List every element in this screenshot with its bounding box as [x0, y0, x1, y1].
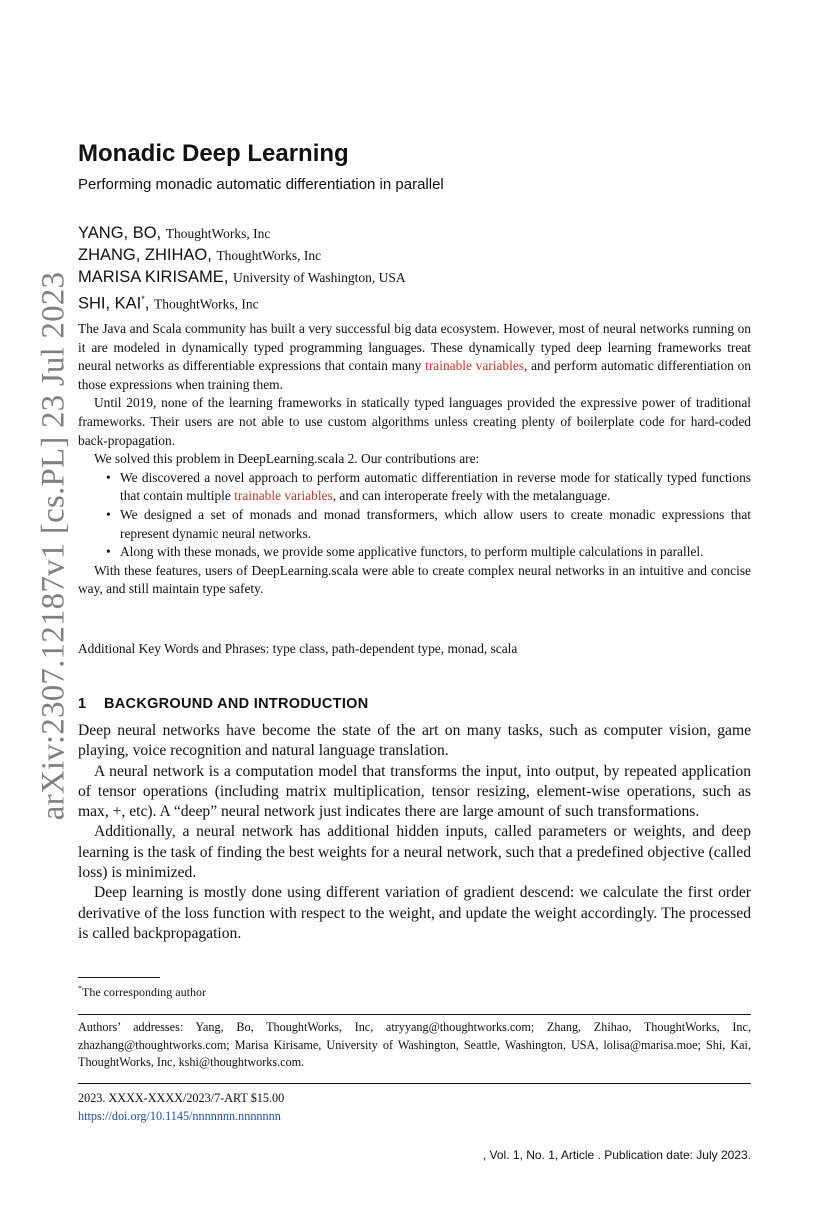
section-body [78, 721, 751, 944]
author-affiliation: ThoughtWorks, Inc [153, 296, 259, 312]
author-affiliation: ThoughtWorks, Inc [216, 248, 322, 263]
section-number: 1 [78, 696, 87, 712]
section-title: BACKGROUND AND INTRODUCTION [104, 696, 369, 712]
footnote-divider [78, 977, 160, 978]
abstract-paragraph-4: With these features, users of DeepLearning.scala were able to create complex neural networks in an intuitive and concise way, and still maintain type safety. [78, 562, 751, 597]
author-addresses: Authors’ addresses: Yang, Bo, ThoughtWorks, Inc, atryyang@thoughtworks.com; Zhang, Zhihao, ThoughtWorks, Inc, zhazhang@thoughtworks.com; Marisa Kirisame, University of Washington, Seattle, Washington, USA, lolisa@marisa.moe; Shi, Kai, ThoughtWorks, Inc, kshi@thoughtworks.com. [78, 1020, 751, 1069]
abstract-paragraph-1: The Java and Scala community has built a very successful big data ecosystem. However, most of neural networks running on it are modeled in dynamically typed programming languages. These dynamically typed deep learning frameworks treat neural networks as differentiable expressions that contain many trainable variables, and perform automatic differentiation on those expressions when training them. [78, 321, 751, 392]
contributions-list [78, 469, 751, 562]
author-name: SHI, KAI [78, 294, 142, 313]
arxiv-sidebar-stamp: arXiv:2307.12187v1 [cs.PL] 23 Jul 2023 [35, 271, 72, 821]
trainable-variables-link[interactable]: trainable variables [234, 488, 333, 504]
author-4: SHI, KAI*, ThoughtWorks, Inc [78, 294, 259, 313]
section-heading [78, 696, 369, 712]
price-line: 2023. XXXX-XXXX/2023/7-ART $15.00 [78, 1091, 285, 1105]
keywords: Additional Key Words and Phrases: type class, path-dependent type, monad, scala [78, 641, 518, 656]
meta-divider [78, 1083, 751, 1084]
footnote [78, 984, 206, 1000]
paper-subtitle: Performing monadic automatic differentiation in parallel [78, 176, 444, 193]
author-affiliation: ThoughtWorks, Inc [165, 226, 271, 241]
body-paragraph-4: Deep learning is mostly done using different variation of gradient descend: we calculate the first order derivative of the loss function with respect to the weight, and update the weight accordingly. The processed is called backpropagation. [78, 884, 751, 942]
author-3 [78, 266, 406, 289]
body-paragraph-1: Deep neural networks have become the state of the art on many tasks, such as computer vision, game playing, voice recognition and natural language translation. [78, 722, 751, 760]
abstract-paragraph-2: Until 2019, none of the learning frameworks in statically typed languages provided the expressive power of traditional frameworks. Their users are not able to use custom algorithms unless creating plenty of boilerplate code for hard-coded back-propagation. [78, 395, 751, 448]
list-item: • Along with these monads, we provide some applicative functors, to perform multiple calculations in parallel. [120, 543, 751, 562]
body-paragraph-2: A neural network is a computation model that transforms the input, into output, by repeated application of tensor operations (including matrix multiplication, tensor resizing, element-wise operations, such as max, +, etc). A “deep” neural network just indicates there are large amount of such transformations. [78, 762, 751, 821]
paper-title: Monadic Deep Learning [78, 140, 349, 167]
page-footer: , Vol. 1, No. 1, Article . Publication date: July 2023. [482, 1148, 751, 1162]
addresses-divider [78, 1014, 751, 1015]
author-affiliation: University of Washington, USA [232, 270, 406, 285]
publication-meta [78, 1089, 284, 1125]
list-item: • We discovered a novel approach to perform automatic differentiation in reverse mode for statically typed functions that contain multiple trainable variables, and can interoperate freely with the metalanguage. [120, 469, 751, 506]
list-item: • We designed a set of monads and monad transformers, which allow users to create monadic expressions that represent dynamic neural networks. [120, 506, 751, 543]
author-1 [78, 222, 270, 245]
author-name: YANG, BO, [78, 224, 162, 242]
doi-link[interactable]: https://doi.org/10.1145/nnnnnnn.nnnnnnn [78, 1109, 281, 1123]
footnote-mark: * [78, 984, 82, 993]
author-name: ZHANG, ZHIHAO, [78, 246, 212, 264]
footnote-text: The corresponding author [82, 985, 206, 999]
author-2 [78, 244, 321, 267]
author-name: MARISA KIRISAME, [78, 268, 229, 286]
abstract-paragraph-3: We solved this problem in DeepLearning.scala 2. Our contributions are: [94, 451, 480, 467]
body-paragraph-3: Additionally, a neural network has additional hidden inputs, called parameters or weights, and deep learning is the task of finding the best weights for a neural network, such that a predefined objective (called loss) is minimized. [78, 823, 751, 882]
abstract [78, 320, 751, 599]
trainable-variables-link[interactable]: trainable variables [425, 358, 525, 374]
author-footnote-mark: * [141, 294, 145, 304]
